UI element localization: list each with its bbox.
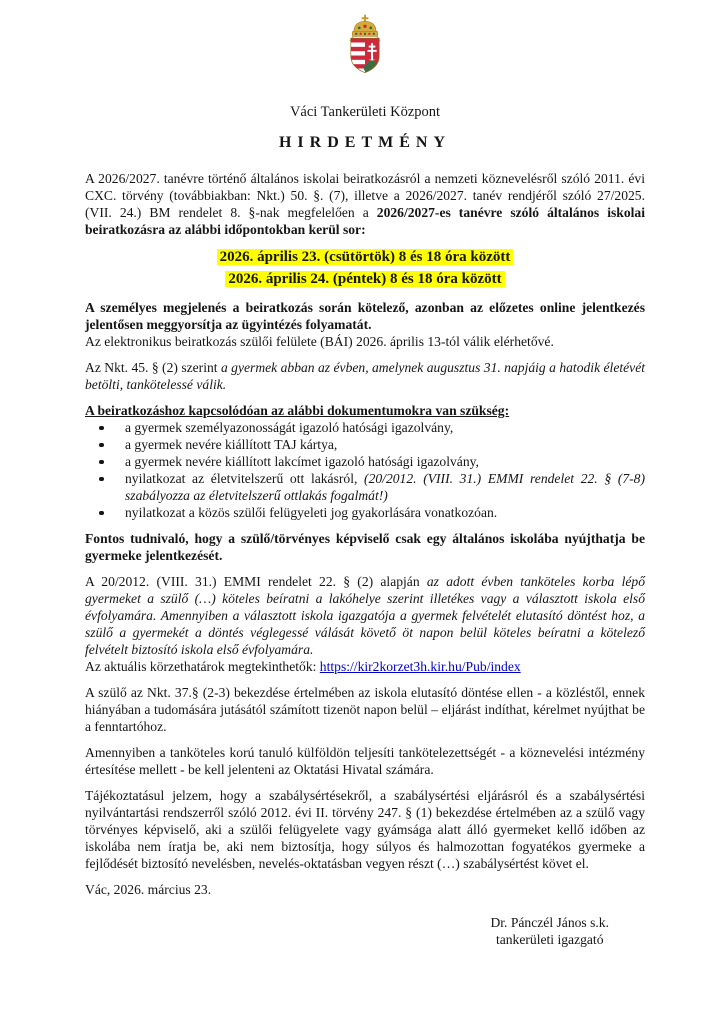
penalty-paragraph: Tájékoztatásul jelzem, hogy a szabálysértésekről, a szabálysértési eljárásról és a szabálysértési nyilvántartási rendszerről szóló 2012. évi II. törvény 247. § (1) bekezdése értelmében az a szülő vagy törvényes képviselő, aki a szülői felügyelete vagy gyámsága alatt álló gyermeket kellő időben az iskolába nem íratja be, aki nem biztosítja, hogy súlyos és halmozottan fogyatékos gyermeke a fejlődését biztosító nevelésben, nevelés-oktatásban vegyen részt (…) szabálysértést követ el. xyxy=(85,788,645,871)
date-highlight-1: 2026. április 23. (csütörtök) 8 és 18 óra között xyxy=(217,249,514,265)
district-map-line xyxy=(85,658,645,675)
enrollment-dates xyxy=(85,247,645,290)
district-rule-paragraph xyxy=(85,573,645,675)
personal-attendance-bold: A személyes megjelenés a beiratkozás során kötelező, azonban az előzetes online jelentkezés jelentősen meggyorsítja az ügyintézés folyamatát. xyxy=(85,300,645,332)
list-item: a gyermek nevére kiállított lakcímet igazoló hatósági igazolvány, xyxy=(85,453,645,470)
important-note-paragraph xyxy=(85,530,645,564)
intro-text: A 2026/2027. tanévre történő általános iskolai beiratkozásról a nemzeti köznevelésről szóló 2011. évi CXC. törvény (továbbiakban: Nkt.) 50. §. (7), illetve a 2026/2027. tanév rendjéről szóló 27/2025. (VII. 24.) BM rendelet 8. §-nak megfelelően a xyxy=(85,171,645,220)
document-header xyxy=(85,14,645,153)
date-highlight-2: 2026. április 24. (péntek) 8 és 18 óra között xyxy=(225,271,504,287)
important-note-bold: Fontos tudnivaló, hogy a szülő/törvényes képviselő csak egy általános iskolába nyújthatja be gyermeke jelentkezését. xyxy=(85,531,645,563)
district-rule-text: A 20/2012. (VIII. 31.) EMMI rendelet 22. § (2) alapján xyxy=(85,574,427,589)
list-item: a gyermek nevére kiállított TAJ kártya, xyxy=(85,436,645,453)
org-name: Váci Tankerületi Központ xyxy=(289,104,441,120)
personal-attendance-paragraph xyxy=(85,299,645,350)
date-line-1 xyxy=(85,247,645,269)
list-item: nyilatkozat az életvitelszerű ott lakásról, (20/2012. (VIII. 31.) EMMI rendelet 22. § (7-8) szabályozza az életvitelszerű ottlakás fogalmát!) xyxy=(85,470,645,504)
hungarian-coat-of-arms-icon xyxy=(342,14,388,80)
district-rule-italic: az adott évben tanköteles korba lépő gyermeket a szülő (…) köteles beíratni a lakóhelye szerint illetékes vagy a választott iskola első évfolyamára. Amennyiben a választott iskola igazgatója a gyermek felvételét elutasító döntést hoz, a szülő a gyermekét a döntés véglegessé válását követő öt napon belül köteles beíratni a kötelező felvételt biztosító iskola első évfolyamára. xyxy=(85,574,645,657)
intro-paragraph xyxy=(85,170,645,238)
age-rule-paragraph xyxy=(85,359,645,393)
intro-bold-text: 2026/2027-es tanévre szóló általános iskolai beiratkozásra az alábbi időpontokban kerül sor: xyxy=(85,205,645,237)
district-map-label: Az aktuális körzethatárok megtekinthetők: xyxy=(85,659,320,674)
electronic-enrollment-text: Az elektronikus beiratkozás szülői felülete (BÁI) 2026. április 13-tól válik elérhetővé. xyxy=(85,334,554,349)
dateline: Vác, 2026. március 23. xyxy=(85,882,212,897)
signatory-role: tankerületi igazgató xyxy=(495,932,604,947)
documents-heading: A beiratkozáshoz kapcsolódóan az alábbi dokumentumokra van szükség: xyxy=(85,403,510,418)
age-rule-italic: a gyermek abban az évben, amelynek augusztus 31. napjáig a hatodik életévét betölti, tankötelessé válik. xyxy=(85,360,646,392)
date-line-2 xyxy=(85,269,645,291)
abroad-paragraph: Amennyiben a tanköteles korú tanuló külföldön teljesíti tankötelezettségét - a köznevelési intézmény értesítése mellett - be kell jelenteni az Oktatási Hivatal számára. xyxy=(85,745,645,777)
signatory-name: Dr. Pánczél János s.k. xyxy=(490,915,609,930)
page-title: HIRDETMÉNY xyxy=(278,134,451,151)
documents-list xyxy=(85,419,645,521)
signature-block xyxy=(490,914,609,948)
list-item: a gyermek személyazonosságát igazoló hatósági igazolvány, xyxy=(85,419,645,436)
appeal-paragraph: A szülő az Nkt. 37.§ (2-3) bekezdése értelmében az iskola elutasító döntése ellen - a közléstől, ennek hiányában a tudomására jutásától számított tizenöt napon belül – eljárást indíthat, kérelmet nyújthat be a fenntartóhoz. xyxy=(85,685,645,734)
district-map-link[interactable]: https://kir2korzet3h.kir.hu/Pub/index xyxy=(319,659,521,674)
list-item: nyilatkozat a közös szülői felügyeleti jog gyakorlására vonatkozóan. xyxy=(85,504,645,521)
age-rule-text: Az Nkt. 45. § (2) szerint xyxy=(85,360,221,375)
